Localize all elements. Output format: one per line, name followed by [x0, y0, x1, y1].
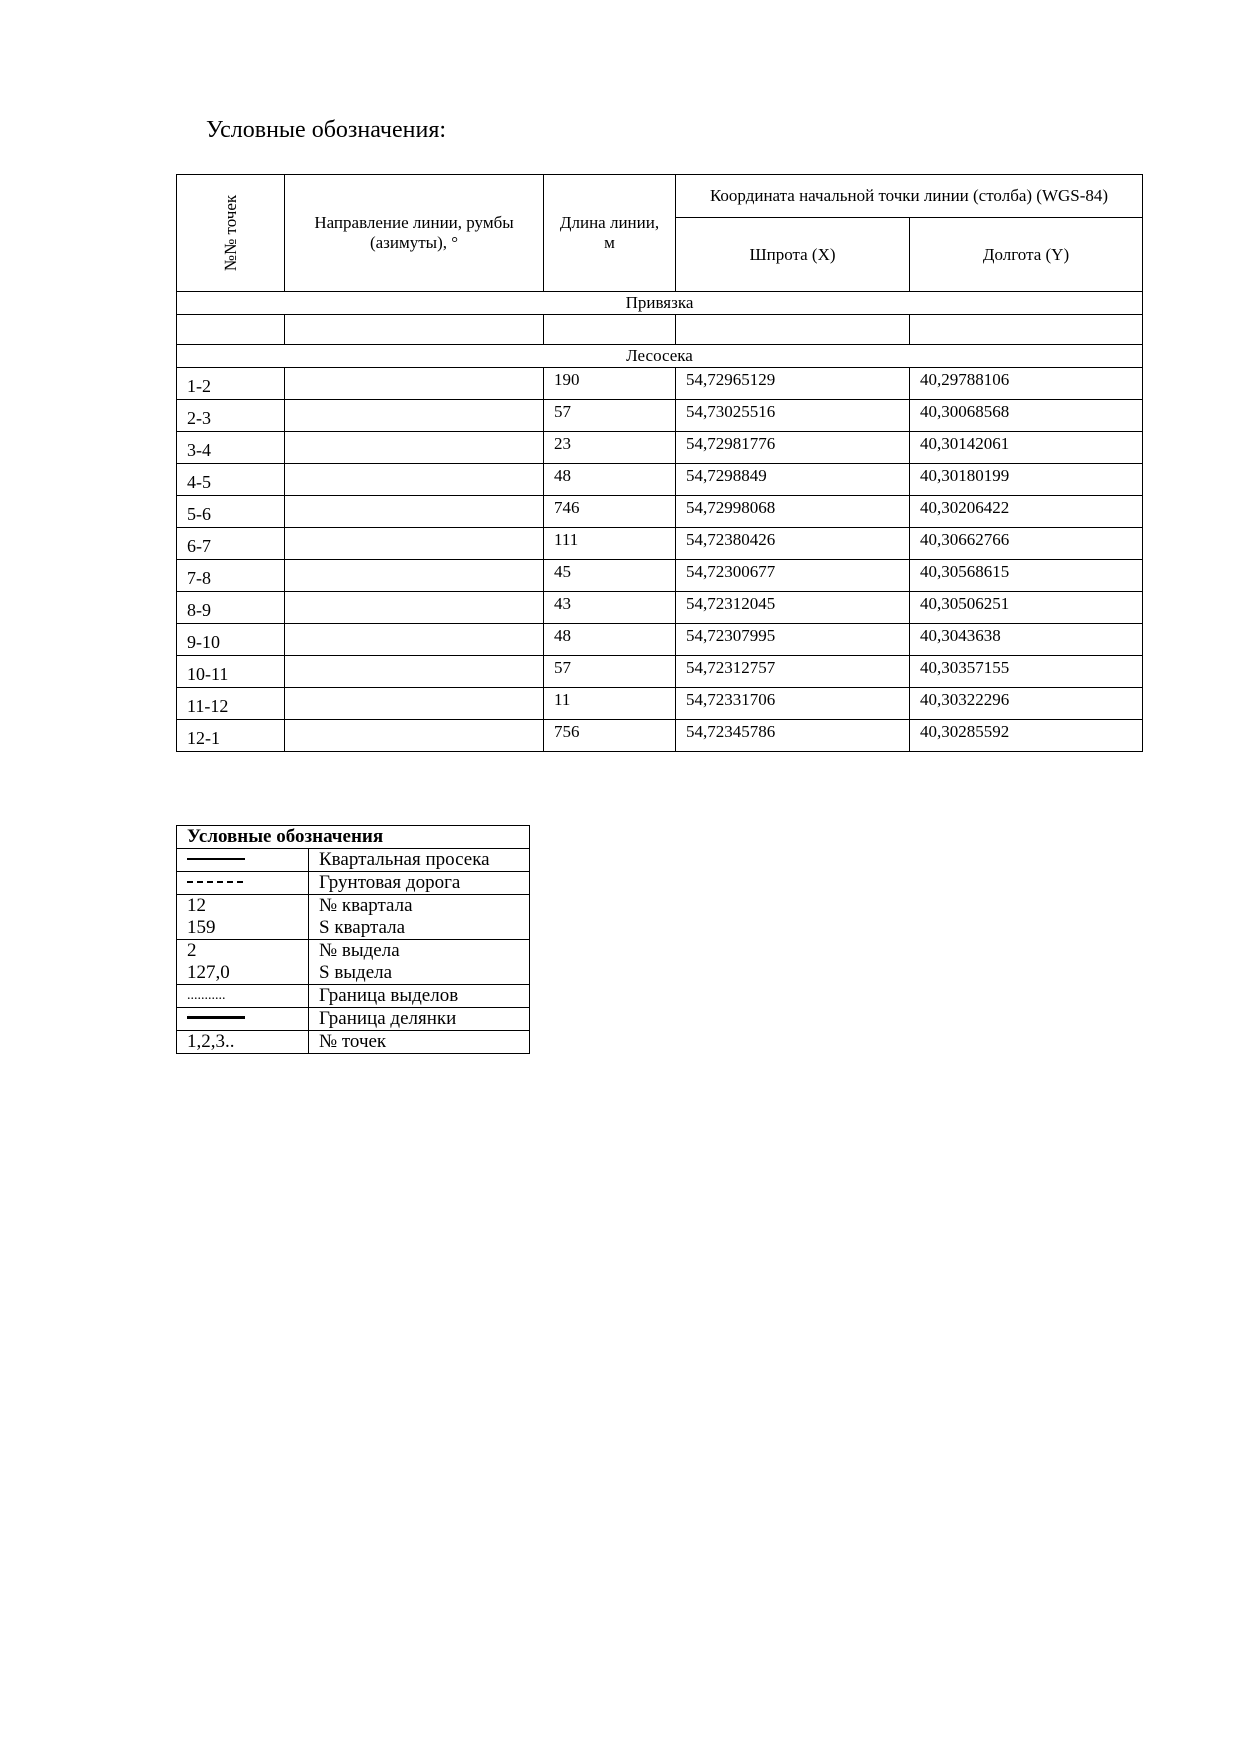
longitude-cell: 40,30285592	[910, 720, 1143, 752]
longitude-cell: 40,30142061	[910, 432, 1143, 464]
direction-cell	[285, 656, 544, 688]
latitude-cell: 54,72300677	[676, 560, 910, 592]
latitude-cell: 54,72345786	[676, 720, 910, 752]
table-row	[177, 656, 1143, 688]
point-cell: 2-3	[177, 400, 285, 432]
legend-label-top: № квартала	[319, 895, 413, 916]
header-longitude: Долгота (Y)	[910, 218, 1143, 292]
table-row	[177, 624, 1143, 656]
legend-title: Условные обозначения	[177, 826, 530, 849]
blank-cell	[910, 315, 1143, 345]
table-row	[177, 528, 1143, 560]
direction-cell	[285, 528, 544, 560]
legend-symbol-top: 12	[187, 895, 206, 916]
table-row	[177, 368, 1143, 400]
length-cell: 190	[544, 368, 676, 400]
dashed-line-icon	[187, 881, 243, 883]
length-cell: 57	[544, 656, 676, 688]
point-cell: 8-9	[177, 592, 285, 624]
legend-row	[177, 940, 530, 985]
legend-symbol-bottom: 127,0	[187, 962, 230, 983]
length-cell: 756	[544, 720, 676, 752]
legend-label-bottom: S выдела	[319, 962, 393, 983]
solid-line-icon	[187, 858, 245, 860]
latitude-cell: 54,72307995	[676, 624, 910, 656]
point-cell: 11-12	[177, 688, 285, 720]
longitude-cell: 40,30206422	[910, 496, 1143, 528]
longitude-cell: 40,30568615	[910, 560, 1143, 592]
table-row	[177, 592, 1143, 624]
length-cell: 48	[544, 464, 676, 496]
legend-label-section	[309, 940, 530, 985]
longitude-cell: 40,30357155	[910, 656, 1143, 688]
legend-label: Квартальная просека	[309, 849, 530, 872]
longitude-cell: 40,30322296	[910, 688, 1143, 720]
table-row	[177, 720, 1143, 752]
legend-table	[176, 825, 530, 1054]
legend-row	[177, 895, 530, 940]
section-binding: Привязка	[177, 292, 1143, 315]
latitude-cell: 54,72380426	[676, 528, 910, 560]
legend-label: Грунтовая дорога	[309, 872, 530, 895]
point-cell: 4-5	[177, 464, 285, 496]
length-cell: 11	[544, 688, 676, 720]
direction-cell	[285, 624, 544, 656]
legend-row	[177, 1008, 530, 1031]
table-row	[177, 496, 1143, 528]
longitude-cell: 40,30506251	[910, 592, 1143, 624]
header-latitude: Шпрота (X)	[676, 218, 910, 292]
table-row	[177, 400, 1143, 432]
legend-label-bottom: S квартала	[319, 917, 406, 938]
table-row	[177, 432, 1143, 464]
direction-cell	[285, 496, 544, 528]
latitude-cell: 54,72965129	[676, 368, 910, 400]
point-cell: 6-7	[177, 528, 285, 560]
legend-symbol-text: 1,2,3..	[177, 1031, 309, 1054]
direction-cell	[285, 464, 544, 496]
blank-cell	[285, 315, 544, 345]
direction-cell	[285, 688, 544, 720]
legend-symbol-top: 2	[187, 940, 197, 961]
latitude-cell: 54,73025516	[676, 400, 910, 432]
point-cell: 5-6	[177, 496, 285, 528]
point-cell: 1-2	[177, 368, 285, 400]
length-cell: 23	[544, 432, 676, 464]
header-length: Длина линии, м	[544, 175, 676, 292]
blank-cell	[676, 315, 910, 345]
length-cell: 43	[544, 592, 676, 624]
direction-cell	[285, 400, 544, 432]
header-point-no-label: №№ точек	[220, 194, 240, 272]
blank-cell	[177, 315, 285, 345]
header-point-no	[177, 175, 285, 292]
legend-label: Граница делянки	[309, 1008, 530, 1031]
direction-cell	[285, 720, 544, 752]
length-cell: 746	[544, 496, 676, 528]
legend-label: Граница выделов	[309, 985, 530, 1008]
legend-symbol-section	[177, 940, 309, 985]
latitude-cell: 54,72312045	[676, 592, 910, 624]
coordinates-rows	[177, 368, 1143, 752]
dotted-line-icon: ...........	[187, 988, 226, 1003]
section-plot: Лесосека	[177, 345, 1143, 368]
point-cell: 3-4	[177, 432, 285, 464]
legend-label: № точек	[309, 1031, 530, 1054]
length-cell: 45	[544, 560, 676, 592]
legend-row	[177, 872, 530, 895]
legend-symbol-bottom: 159	[187, 917, 216, 938]
point-cell: 9-10	[177, 624, 285, 656]
longitude-cell: 40,30180199	[910, 464, 1143, 496]
length-cell: 57	[544, 400, 676, 432]
table-row	[177, 464, 1143, 496]
latitude-cell: 54,7298849	[676, 464, 910, 496]
direction-cell	[285, 592, 544, 624]
length-cell: 111	[544, 528, 676, 560]
legend-row	[177, 849, 530, 872]
coordinates-table	[176, 174, 1143, 752]
length-cell: 48	[544, 624, 676, 656]
page-title: Условные обозначения:	[206, 117, 447, 143]
direction-cell	[285, 432, 544, 464]
latitude-cell: 54,72331706	[676, 688, 910, 720]
point-cell: 7-8	[177, 560, 285, 592]
table-row	[177, 560, 1143, 592]
blank-row	[177, 315, 1143, 345]
latitude-cell: 54,72981776	[676, 432, 910, 464]
legend-symbol-quarter	[177, 895, 309, 940]
point-cell: 12-1	[177, 720, 285, 752]
header-direction: Направление линии, румбы (азимуты), °	[285, 175, 544, 292]
table-row	[177, 688, 1143, 720]
legend-symbol-dashed-line	[177, 872, 309, 895]
legend-symbol-dotted-line	[177, 985, 309, 1008]
legend-symbol-solid-line	[177, 849, 309, 872]
longitude-cell: 40,30662766	[910, 528, 1143, 560]
legend-row	[177, 1031, 530, 1054]
legend-row	[177, 985, 530, 1008]
header-coordinate-group: Координата начальной точки линии (столба) (WGS-84)	[676, 175, 1143, 218]
latitude-cell: 54,72312757	[676, 656, 910, 688]
legend-symbol-solid-line	[177, 1008, 309, 1031]
blank-cell	[544, 315, 676, 345]
solid-line-icon	[187, 1016, 245, 1019]
longitude-cell: 40,3043638	[910, 624, 1143, 656]
latitude-cell: 54,72998068	[676, 496, 910, 528]
longitude-cell: 40,29788106	[910, 368, 1143, 400]
point-cell: 10-11	[177, 656, 285, 688]
longitude-cell: 40,30068568	[910, 400, 1143, 432]
direction-cell	[285, 368, 544, 400]
legend-label-quarter	[309, 895, 530, 940]
legend-label-top: № выдела	[319, 940, 400, 961]
direction-cell	[285, 560, 544, 592]
